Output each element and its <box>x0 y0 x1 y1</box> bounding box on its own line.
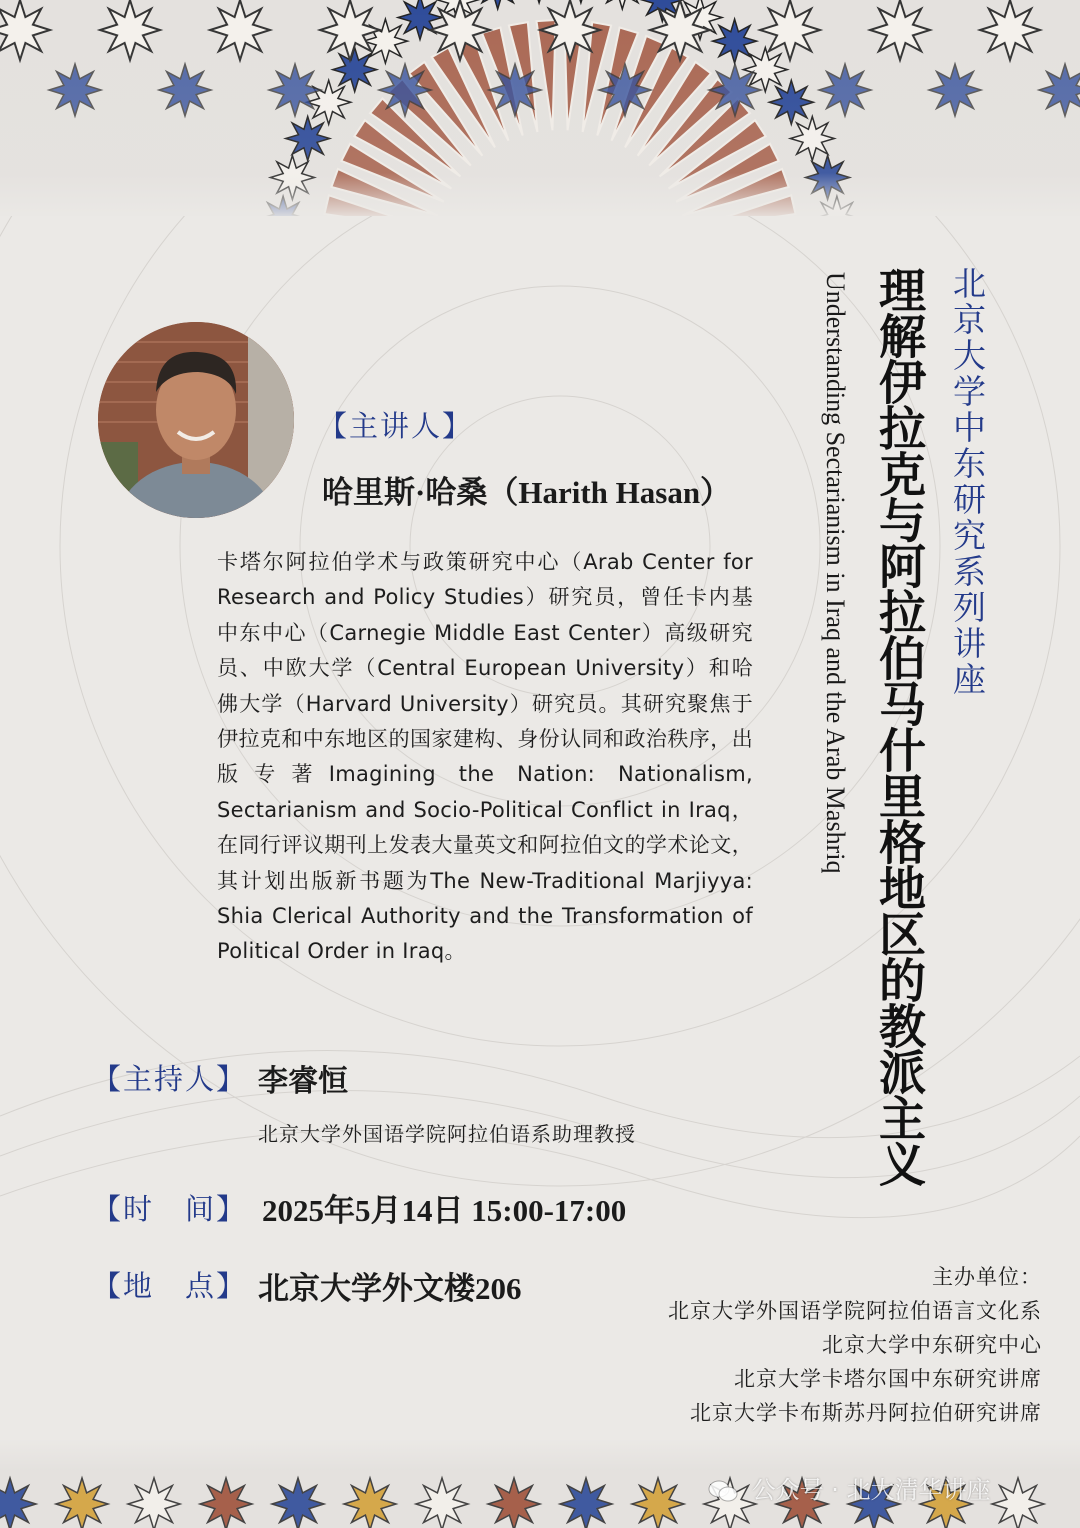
lecture-series-name: 北京大学中东研究系列讲座 <box>948 266 987 698</box>
watermark-text: 公众号 · 北大清华讲座 <box>751 1476 991 1504</box>
speaker-name: 哈里斯·哈桑（Harith Hasan） <box>322 475 732 510</box>
organizer-item: 北京大学中东研究中心 <box>822 1333 1042 1357</box>
tile-pattern-top <box>0 0 1080 216</box>
time-value: 2025年5月14日 15:00-17:00 <box>262 1193 627 1228</box>
organizer-item: 北京大学卡塔尔国中东研究讲席 <box>734 1367 1042 1391</box>
organizers-block <box>668 1260 1042 1430</box>
watermark <box>708 1470 991 1505</box>
lecture-title-en: Understanding Sectarianism in Iraq and the Arab Mashriq <box>821 272 850 874</box>
speaker-bio: 卡塔尔阿拉伯学术与政策研究中心（Arab Center for Research and Policy Studies）研究员，曾任卡内基中东中心（Carnegie Middle East Center）高级研究员、中欧大学（Central European University）和哈佛大学（Harvard University）研究员。其研究聚焦于伊拉克和中东地区的国家建构、身份认同和政治秩序，出版专著Imagining the Nation: Nationalism, Sectarianism and Socio-Political Conflict in Iraq，在同行评议期刊上发表大量英文和阿拉伯文的学术论文，其计划出版新书题为The New-Traditional Marjiyya: Shia Clerical Authority and the Transformation of Political Order in Iraq。 <box>217 550 753 964</box>
lecture-title-cn: 理解伊拉克与阿拉伯马什里格地区的教派主义 <box>871 266 926 1186</box>
host-title: 北京大学外国语学院阿拉伯语系助理教授 <box>258 1122 636 1146</box>
organizers-heading: 主办单位： <box>932 1265 1042 1289</box>
wechat-icon <box>708 1480 738 1502</box>
host-label: 【主持人】 <box>92 1062 248 1096</box>
time-label: 【时 间】 <box>92 1192 248 1226</box>
speaker-portrait <box>98 322 294 518</box>
speaker-label: 【主讲人】 <box>318 409 474 443</box>
organizer-item: 北京大学卡布斯苏丹阿拉伯研究讲席 <box>690 1401 1042 1425</box>
place-label: 【地 点】 <box>92 1269 248 1303</box>
host-name: 李睿恒 <box>258 1064 348 1099</box>
top-tile-banner <box>0 0 1080 216</box>
place-value: 北京大学外文楼206 <box>258 1271 522 1306</box>
organizer-item: 北京大学外国语学院阿拉伯语言文化系 <box>668 1299 1042 1323</box>
